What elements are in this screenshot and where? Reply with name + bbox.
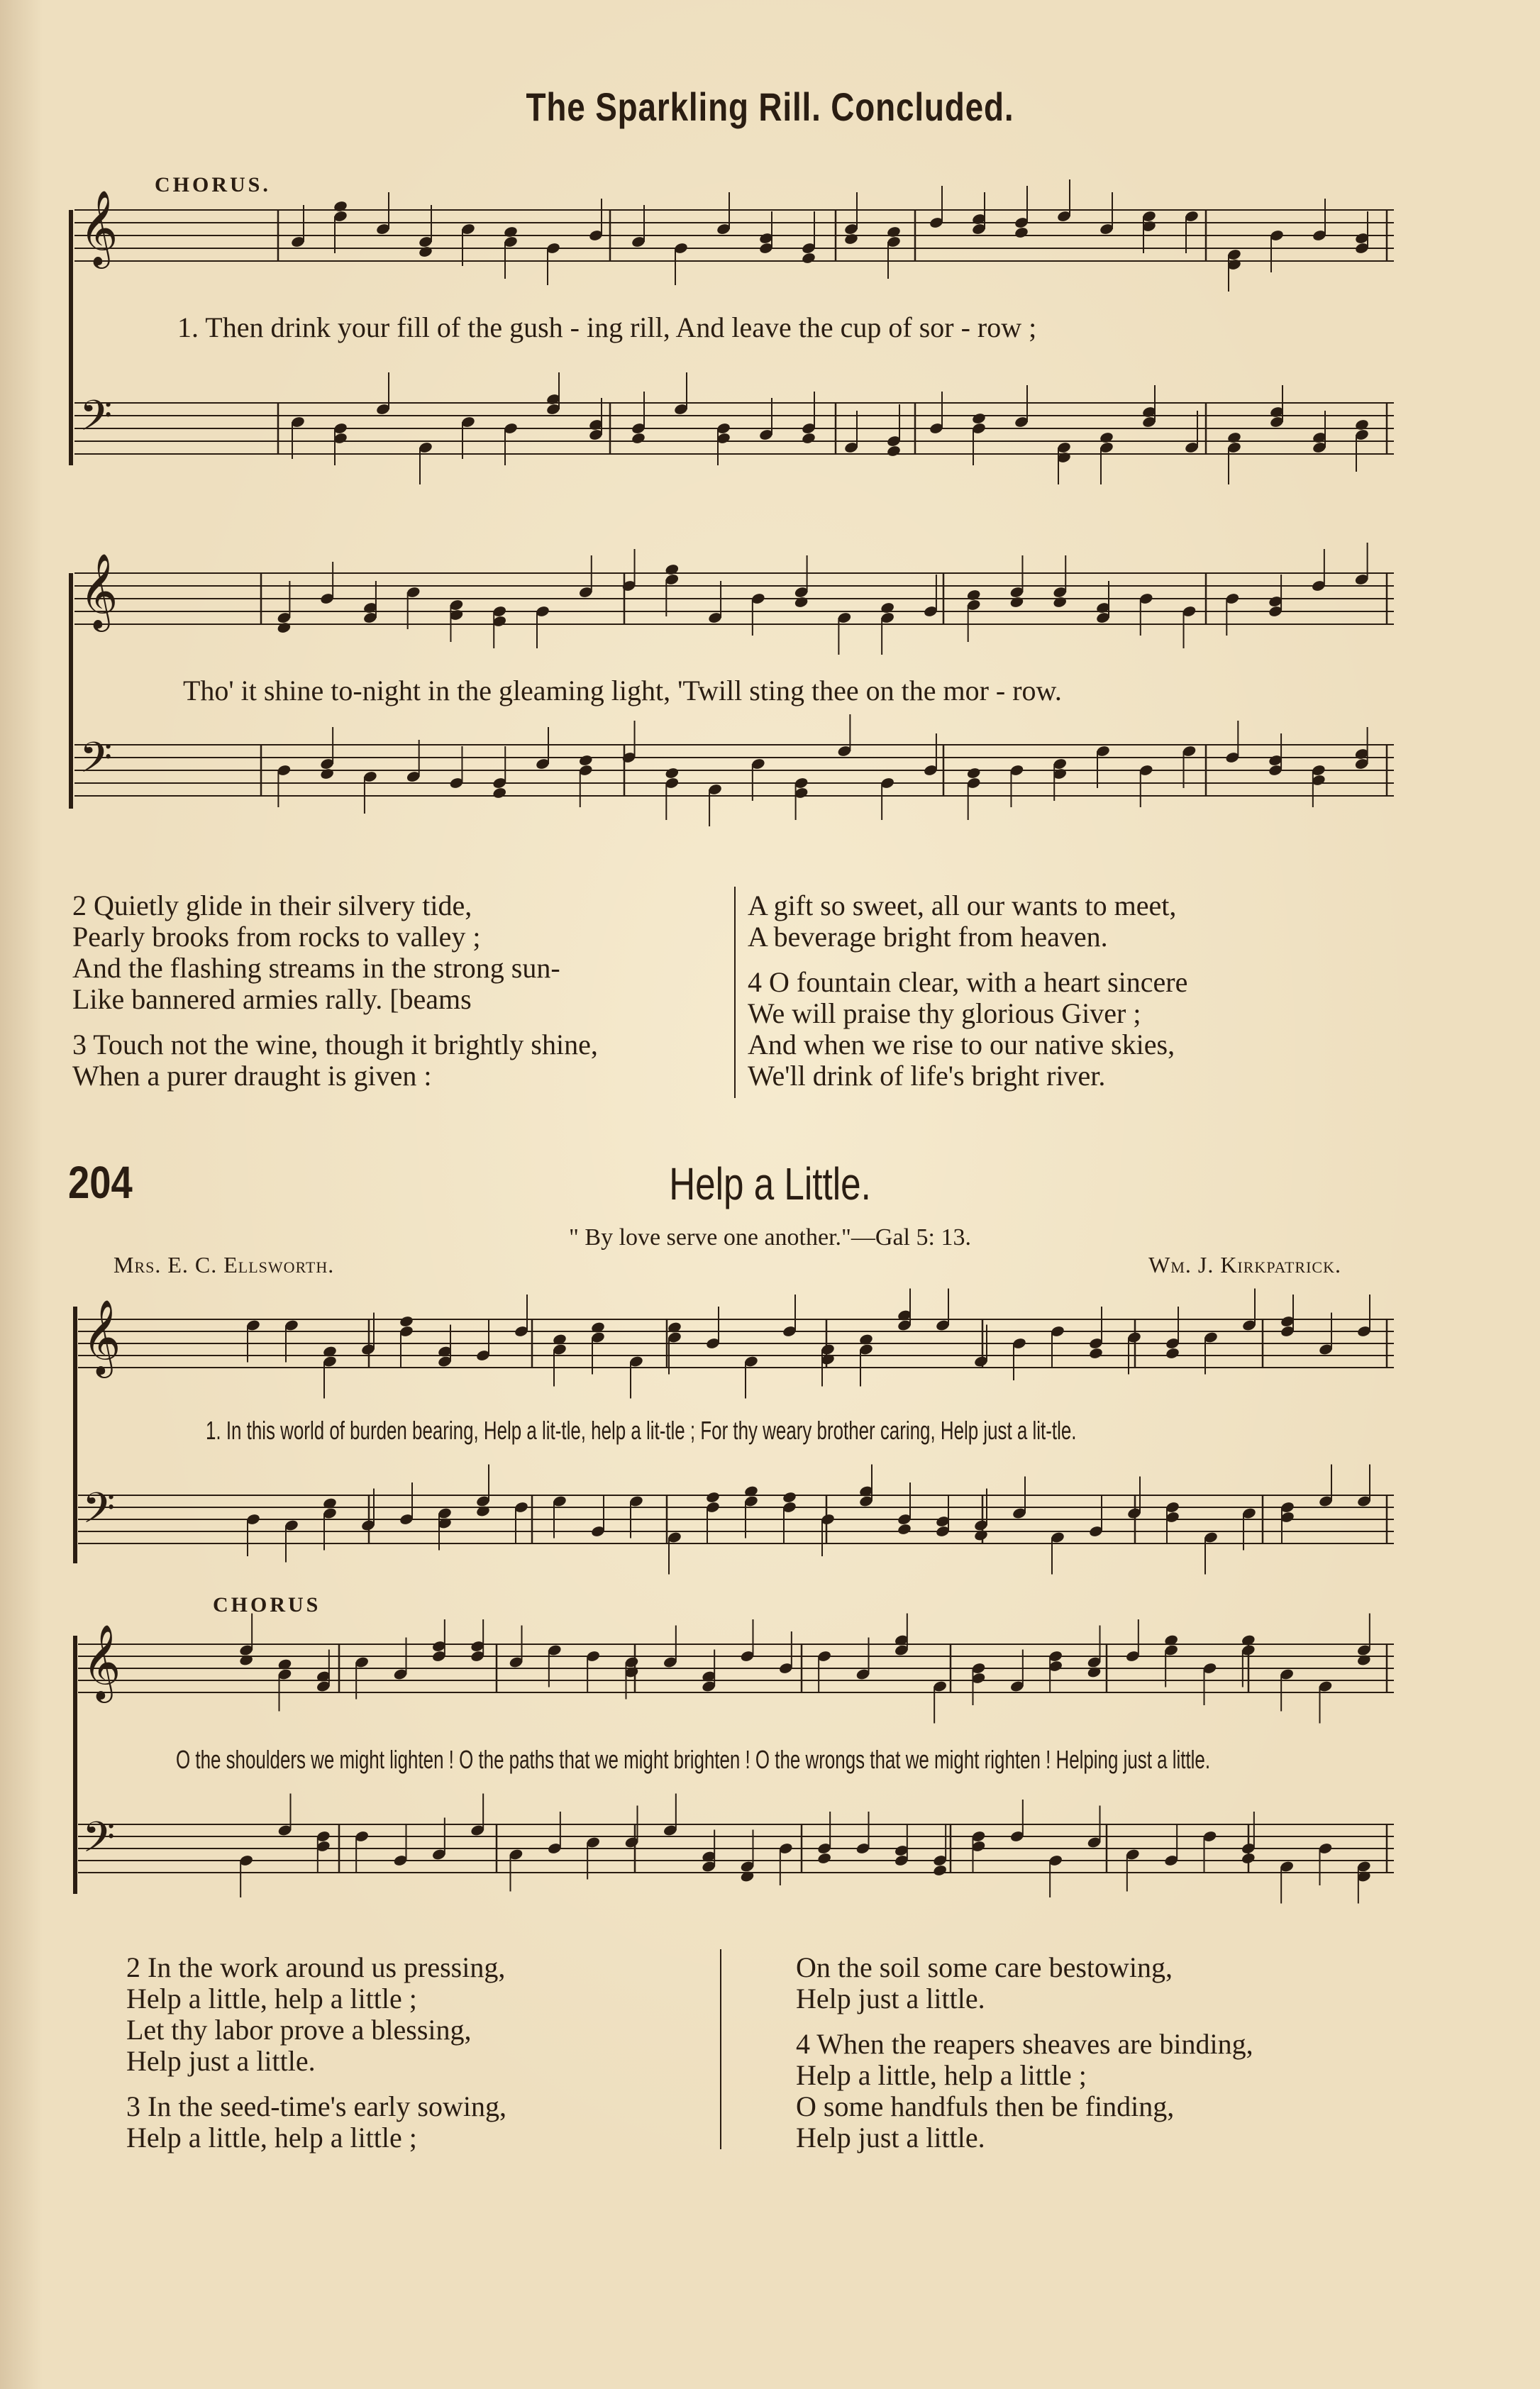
treble-clef-icon: 𝄞 (79, 189, 118, 265)
system2-treble-notehead (1053, 596, 1068, 609)
system2-treble-notehead (1009, 596, 1024, 609)
verses-right-1 (748, 890, 1187, 1092)
column-divider-1 (734, 887, 736, 1098)
system2-treble-notehead (880, 602, 894, 614)
system3-bass-notehead (897, 1523, 912, 1536)
system2-treble-notehead (794, 596, 809, 609)
system2-treble-notehead (966, 589, 981, 602)
verse-line: Help a little, help a little ; (126, 1983, 417, 2014)
bass-clef-icon: 𝄢 (79, 733, 113, 792)
system3-treble-notehead (1165, 1347, 1180, 1360)
system4-bass-notehead (932, 1864, 947, 1877)
system1-treble-notehead (1014, 226, 1029, 239)
verse-line: Help just a little. (126, 2045, 316, 2077)
hymn-number: 204 (68, 1157, 133, 1208)
verse-line: Help just a little. (796, 1983, 985, 2014)
verse-line: We will praise thy glorious Giver ; (748, 997, 1141, 1029)
system2-bass-notehead (665, 767, 680, 780)
system1-treble-notehead (418, 245, 433, 258)
chorus-label-2: CHORUS (213, 1593, 321, 1617)
verse-line: 2 In the work around us pressing, (126, 1951, 506, 1983)
system1-treble-notehead (801, 252, 816, 265)
hymn-epigraph: " By love serve one another."—Gal 5: 13. (569, 1224, 971, 1251)
system2-bass-notehead (319, 767, 334, 780)
verse-line: A beverage bright from heaven. (748, 921, 1108, 953)
verse-line: A gift so sweet, all our wants to meet, (748, 889, 1177, 921)
lyric-line-2: Tho' it shine to-night in the gleaming light, 'Twill sting thee on the mor - row. (183, 675, 1062, 706)
system3-treble-notehead (399, 1315, 414, 1328)
system3-treble-notehead (1088, 1347, 1103, 1360)
verse-line: Help just a little. (796, 2122, 985, 2154)
hymn-author: Mrs. E. C. Ellsworth. (113, 1252, 335, 1277)
system2-treble-notehead (277, 621, 292, 634)
system1-bass-notehead (1354, 419, 1369, 431)
verse-line: O some handfuls then be finding, (796, 2090, 1175, 2122)
system1-bass-notehead (801, 432, 816, 445)
verse-line: And when we rise to our native skies, (748, 1029, 1175, 1060)
system2-bass-notehead (578, 754, 593, 767)
system1-bass-notehead (971, 412, 986, 425)
lyric-line-1: 1. Then drink your fill of the gush - ing rill, And leave the cup of sor - row ; (177, 311, 1037, 343)
hymn-lyric-line-1: 1. In this world of burden bearing, Help a lit-tle, help a lit-tle ; For thy weary brother caring, Help just a lit-tle. (206, 1416, 1077, 1445)
verse-line: 2 Quietly glide in their silvery tide, (72, 889, 472, 921)
verse-line: Help a little, help a little ; (796, 2059, 1087, 2091)
verse-line: 3 In the seed-time's early sowing, (126, 2090, 506, 2122)
verse-line: When a purer draught is given : (72, 1060, 432, 1092)
verse-line: Pearly brooks from rocks to valley ; (72, 921, 481, 953)
system1-treble-notehead (333, 200, 348, 213)
system1-treble-notehead (886, 226, 901, 238)
bass-clef-icon: 𝄢 (79, 391, 113, 450)
system3-bass-notehead (782, 1491, 797, 1504)
treble-clef-icon: 𝄞 (82, 1299, 121, 1375)
page-header-title: The Sparkling Rill. Concluded. (526, 84, 1014, 129)
treble-clef-icon: 𝄞 (82, 1624, 121, 1700)
verses-left-1 (72, 890, 598, 1092)
system2-bass-notehead (492, 787, 507, 799)
verse-line: Like bannered armies rally. [beams (72, 983, 472, 1015)
verse-line: 3 Touch not the wine, though it brightly shine, (72, 1029, 598, 1060)
system1-bass-notehead (631, 432, 646, 445)
system1-bass-notehead (886, 445, 901, 458)
hymn-composer: Wm. J. Kirkpatrick. (1148, 1252, 1341, 1277)
hymn-title: Help a Little. (669, 1158, 871, 1209)
system1-treble-notehead (843, 233, 858, 245)
verse-line: 4 When the reapers sheaves are binding, (796, 2028, 1253, 2060)
system3-bass-notehead (705, 1491, 720, 1504)
system4-bass-notehead (1241, 1852, 1256, 1865)
system2-bass-notehead (966, 767, 981, 780)
verse-line: We'll drink of life's bright river. (748, 1060, 1106, 1092)
verse-line: On the soil some care bestowing, (796, 1951, 1173, 1983)
hymn-chorus-lyric: O the shoulders we might lighten ! O the paths that we might brighten ! O the wrongs that we might righten ! Helping just a little. (176, 1745, 1211, 1774)
verse-line: 4 O fountain clear, with a heart sincere (748, 966, 1188, 998)
bass-clef-icon: 𝄢 (82, 1812, 116, 1872)
verse-line: Help a little, help a little ; (126, 2122, 417, 2154)
system2-treble-notehead (665, 563, 680, 576)
treble-clef-icon: 𝄞 (79, 553, 118, 628)
chorus-label-1: CHORUS. (155, 173, 271, 196)
system4-bass-notehead (816, 1852, 831, 1865)
system1-bass-notehead (1226, 431, 1241, 444)
system1-treble-notehead (503, 226, 518, 238)
verse-line: And the flashing streams in the strong sun- (72, 952, 560, 984)
bass-clef-icon: 𝄢 (82, 1483, 116, 1543)
column-divider-2 (720, 1949, 721, 2149)
verse-line: Let thy labor prove a blessing, (126, 2014, 472, 2046)
verses-left-2 (126, 1952, 506, 2154)
verses-right-2 (796, 1952, 1253, 2154)
system1-bass-notehead (1099, 431, 1114, 444)
